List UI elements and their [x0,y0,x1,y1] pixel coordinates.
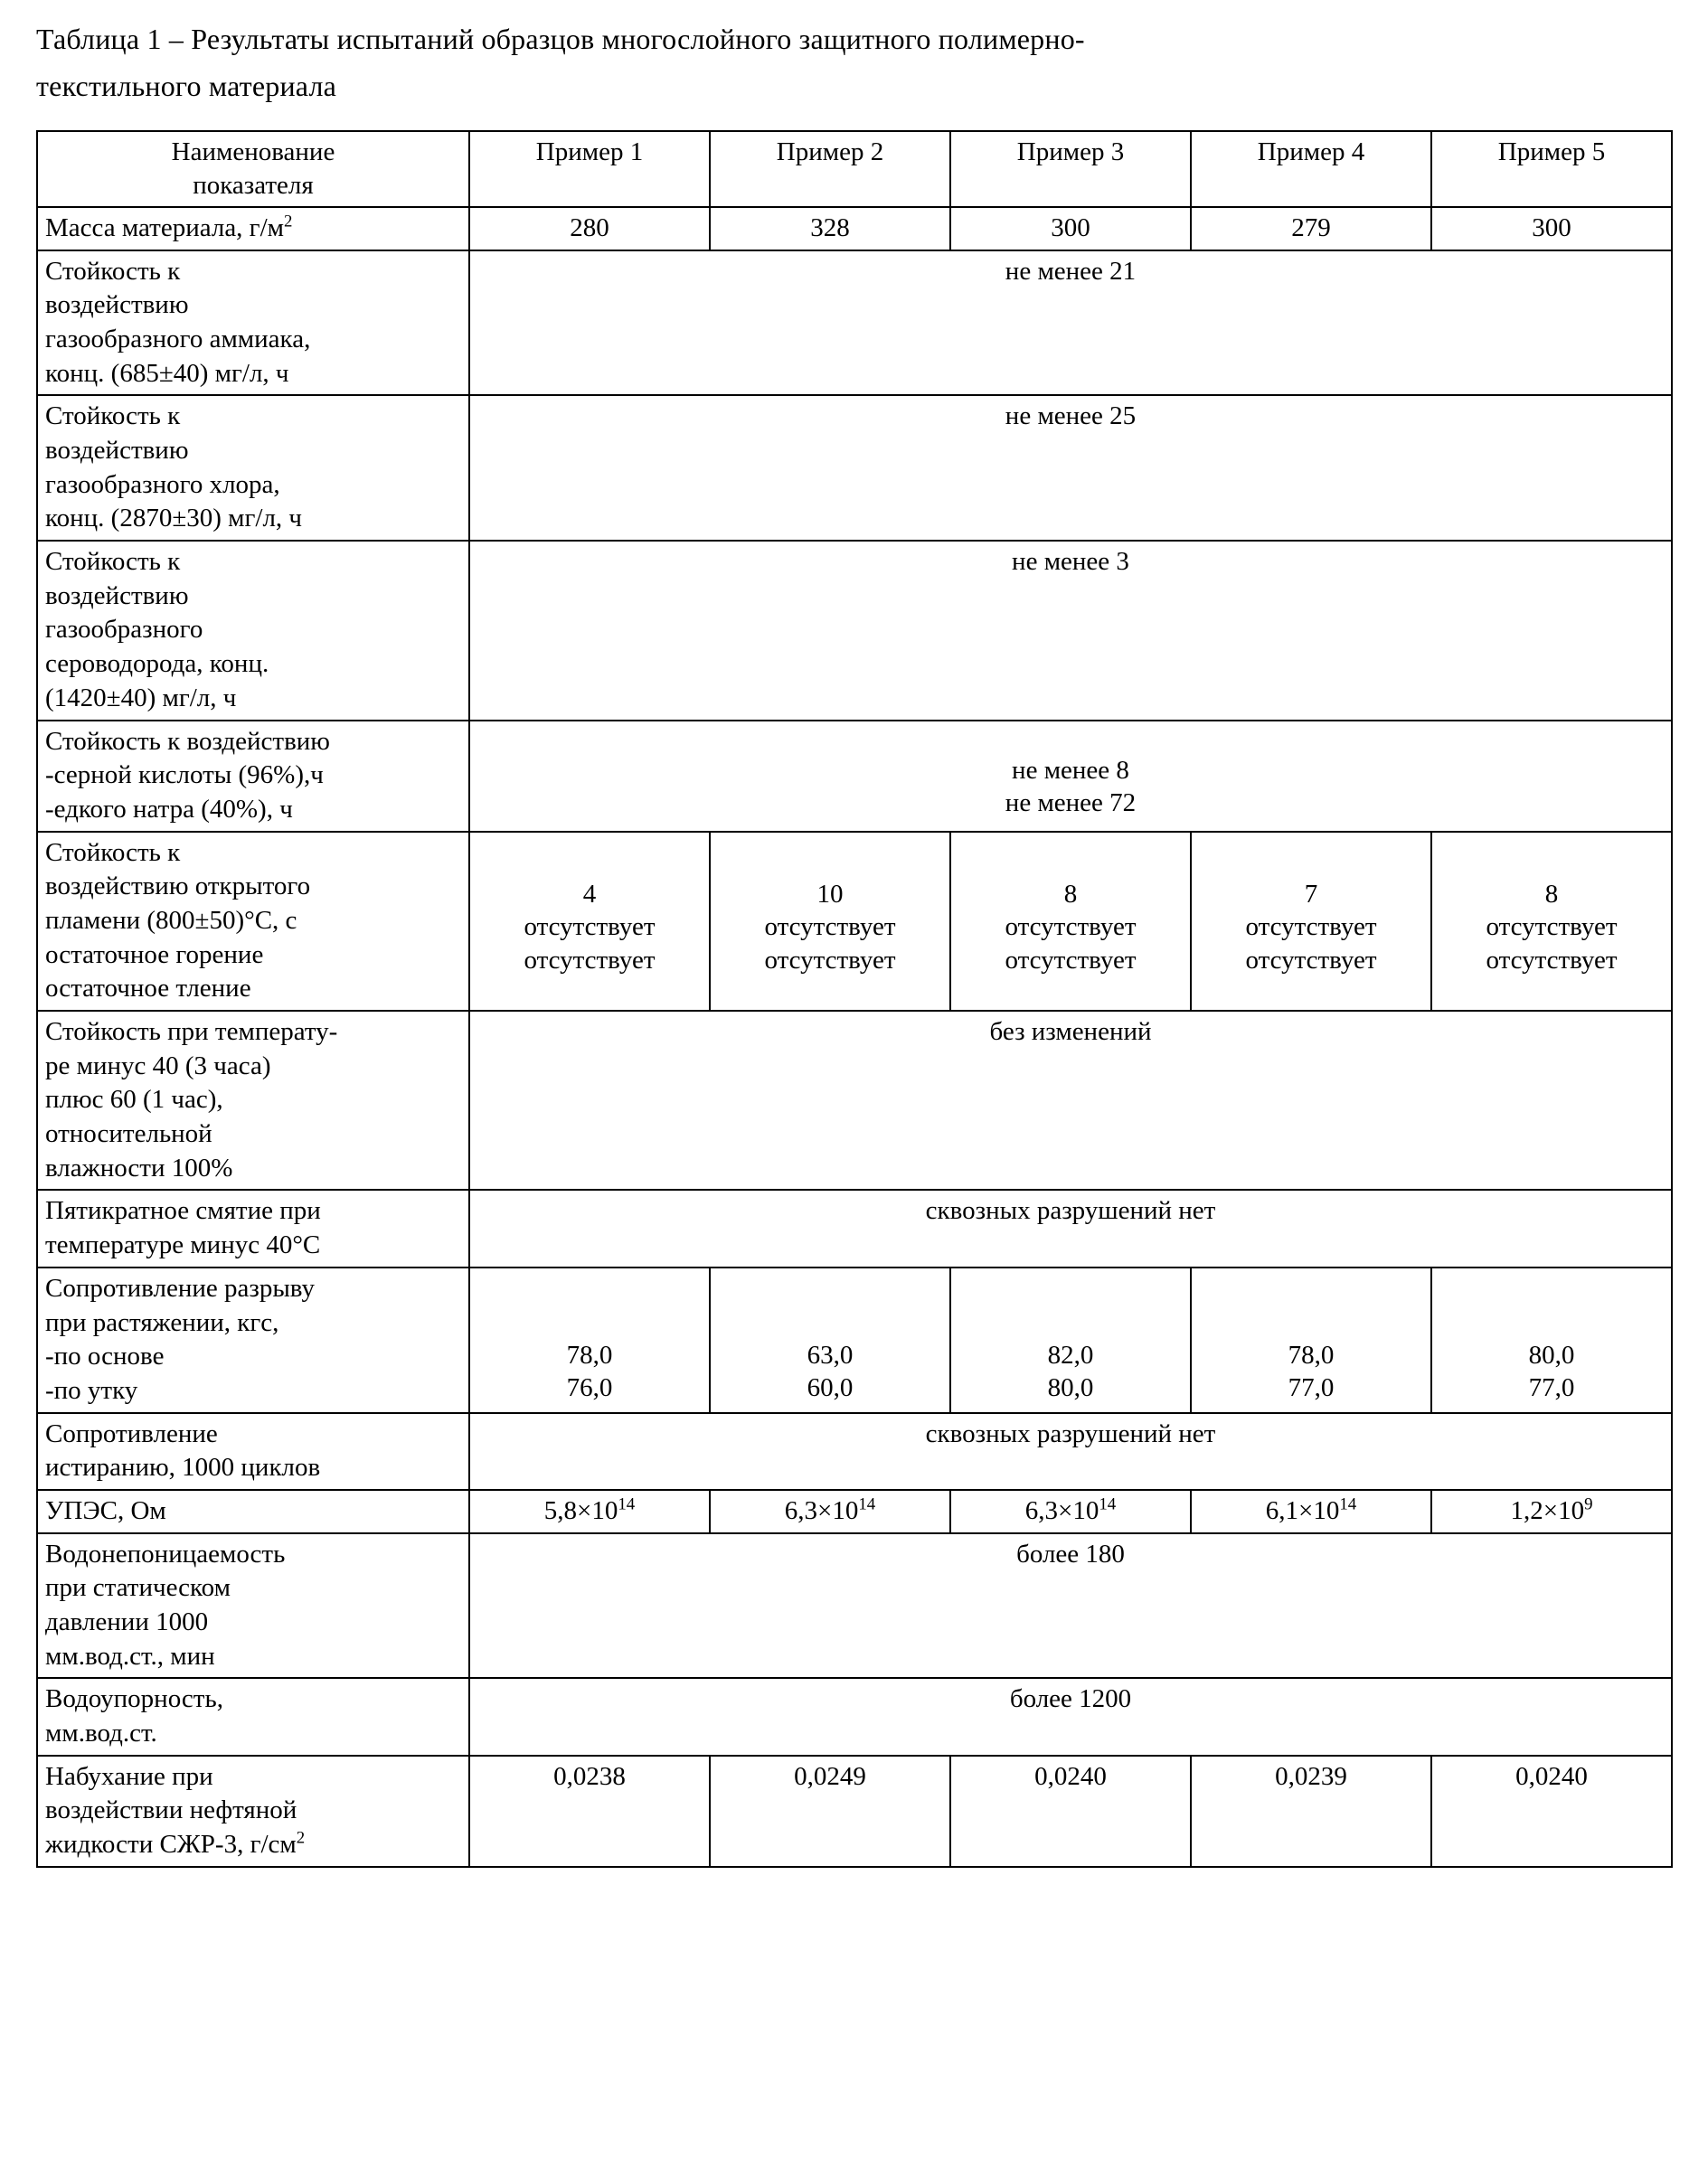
cell-value-exponent: 14 [1339,1494,1357,1514]
caption-line-2: текстильного материала [36,69,337,102]
cell-value-line: отсутствует [524,945,656,975]
row-label-line: газообразного [45,615,203,645]
cell-value [1431,832,1672,1011]
table-row [37,395,1672,541]
table-row [37,207,1672,250]
cell-value-base: 6,3×10 [784,1495,859,1525]
row-label-line: при растяжении, кгс, [45,1307,279,1337]
cell-value [1191,832,1431,1011]
cell-value: 300 [1431,207,1672,250]
row-label-water-impermeability [37,1533,469,1679]
cell-value-exponent: 14 [1099,1494,1117,1514]
row-label-line: -серной кислоты (96%),ч [45,760,324,790]
cell-value-line: отсутствует [1486,912,1618,942]
row-label-line: пламени (800±50)°С, с [45,905,297,935]
cell-value-merged: более 1200 [469,1678,1672,1755]
row-label-line: воздействию [45,580,189,610]
cell-value: 0,0240 [1431,1756,1672,1867]
row-label-line: газообразного аммиака, [45,324,311,353]
table-row [37,1533,1672,1679]
cell-value-base: 1,2×10 [1510,1495,1585,1525]
cell-value [469,1268,710,1413]
row-label-swelling [37,1756,469,1867]
row-label-line: Водонепоницаемость [45,1539,286,1569]
row-label-line: Сопротивление разрыву [45,1273,316,1303]
cell-value-line: не менее 8 [1012,755,1129,785]
row-label-abrasion [37,1413,469,1490]
cell-value-exponent: 14 [858,1494,876,1514]
cell-value: 279 [1191,207,1431,250]
cell-value-merged: без изменений [469,1011,1672,1190]
row-label-line: истиранию, 1000 циклов [45,1453,321,1483]
row-label-resistivity: УПЭС, Ом [37,1490,469,1533]
cell-value-base: 6,1×10 [1265,1495,1340,1525]
row-label-line: Стойкость к [45,401,181,431]
cell-value-merged: сквозных разрушений нет [469,1190,1672,1267]
cell-value-line: 60,0 [807,1373,854,1403]
header-cell-example-5: Пример 5 [1431,131,1672,207]
table-row [37,250,1672,396]
row-label-hydrogen-sulfide [37,541,469,720]
header-indicator-line-2: показателя [193,170,314,200]
cell-value-line: отсутствует [764,912,896,942]
row-label-line: Водоупорность, [45,1684,223,1714]
cell-value-line: отсутствует [1005,912,1137,942]
cell-value-merged: не менее 3 [469,541,1672,720]
row-label-fivefold-crush [37,1190,469,1267]
row-label-line: воздействию открытого [45,872,311,901]
cell-value-merged [469,721,1672,832]
row-label-line: конц. (2870±30) мг/л, ч [45,504,302,533]
row-label-line: Пятикратное смятие при [45,1196,321,1226]
cell-value-line: 80,0 [1047,1373,1094,1403]
cell-value-line: отсутствует [1245,945,1377,975]
row-label-water-resistance [37,1678,469,1755]
cell-value-line: 4 [582,879,597,909]
row-label-line: Стойкость к [45,256,181,286]
table-row [37,1190,1672,1267]
header-cell-example-3: Пример 3 [950,131,1191,207]
table-caption [36,16,1672,110]
row-label-line: температуре минус 40°С [45,1230,321,1260]
cell-value-base: 6,3×10 [1024,1495,1099,1525]
row-label-mass [37,207,469,250]
row-label-line: Стойкость к [45,547,181,577]
cell-value [1191,1268,1431,1413]
row-label-ammonia [37,250,469,396]
row-label-line: влажности 100% [45,1153,233,1183]
cell-value [1191,1490,1431,1533]
row-label-line [45,1828,461,1862]
header-indicator-line-1: Наименование [171,137,335,166]
row-label-line: воздействию [45,290,189,320]
row-label-line: Стойкость к [45,837,181,867]
cell-value [469,1490,710,1533]
row-label-line: остаточное горение [45,939,264,969]
header-cell-example-2: Пример 2 [710,131,950,207]
cell-value-line: 8 [1063,879,1078,909]
cell-value-line: отсутствует [764,945,896,975]
cell-value: 0,0249 [710,1756,950,1867]
cell-value: 0,0239 [1191,1756,1431,1867]
cell-value-merged: более 180 [469,1533,1672,1679]
row-label-line: -едкого натра (40%), ч [45,794,293,824]
row-label-line: Сопротивление [45,1418,218,1448]
cell-value: 300 [950,207,1191,250]
cell-value-line: не менее 72 [1005,788,1137,818]
cell-value-line: 78,0 [1288,1340,1335,1370]
cell-value-line: 7 [1304,879,1318,909]
cell-value [710,1268,950,1413]
row-label-line: относительной [45,1119,212,1149]
row-label-line: -по утку [45,1375,138,1405]
table-row [37,1756,1672,1867]
row-label-line: Набухание при [45,1761,213,1791]
row-label-sup: 2 [296,1828,306,1848]
row-label-line: при статическом [45,1573,231,1603]
cell-value [469,832,710,1011]
table-row [37,832,1672,1011]
row-label-line: воздействию [45,436,189,465]
cell-value [1431,1490,1672,1533]
table-row [37,1011,1672,1190]
cell-value-line: отсутствует [524,912,656,942]
table-row [37,721,1672,832]
cell-value: 0,0238 [469,1756,710,1867]
table-row [37,1413,1672,1490]
row-label-line: Стойкость к воздействию [45,726,330,756]
row-label-open-flame [37,832,469,1011]
cell-value-base: 5,8×10 [543,1495,618,1525]
row-label-temperature-resistance [37,1011,469,1190]
cell-value-merged: не менее 25 [469,395,1672,541]
table-row [37,1490,1672,1533]
cell-value [950,1490,1191,1533]
row-label-line: газообразного хлора, [45,469,280,499]
row-label-text: жидкости СЖР-3, г/см [45,1830,297,1860]
cell-value-line: отсутствует [1486,945,1618,975]
cell-value-line: 8 [1544,879,1559,909]
cell-value-line: 82,0 [1047,1340,1094,1370]
row-label-line: Стойкость при температу- [45,1017,338,1046]
table-header-row [37,131,1672,207]
header-cell-example-1: Пример 1 [469,131,710,207]
cell-value [710,832,950,1011]
cell-value [950,832,1191,1011]
cell-value-line: 77,0 [1288,1373,1335,1403]
row-label-line: остаточное тление [45,974,251,1004]
row-label-acid-alkali [37,721,469,832]
cell-value-line: 77,0 [1528,1373,1575,1403]
row-label-line: ре минус 40 (3 часа) [45,1051,271,1080]
cell-value-line: 76,0 [566,1373,613,1403]
row-label-text: Масса материала, г/м [45,212,284,242]
cell-value [1431,1268,1672,1413]
cell-value-line: 10 [816,879,844,909]
cell-value-merged: не менее 21 [469,250,1672,396]
row-label-line: мм.вод.ст. [45,1719,157,1748]
row-label-line: плюс 60 (1 час), [45,1085,223,1115]
row-label-chlorine [37,395,469,541]
row-label-tensile-strength [37,1268,469,1413]
cell-value-exponent: 9 [1584,1494,1593,1514]
caption-line-1: Таблица 1 – Результаты испытаний образцов многослойного защитного полимерно- [36,23,1085,55]
cell-value-line: отсутствует [1245,912,1377,942]
header-cell-example-4: Пример 4 [1191,131,1431,207]
row-label-line: (1420±40) мг/л, ч [45,683,237,712]
cell-value: 280 [469,207,710,250]
cell-value-line: 63,0 [807,1340,854,1370]
cell-value-line: 80,0 [1528,1340,1575,1370]
row-label-line: воздействии нефтяной [45,1795,297,1825]
cell-value-line: 78,0 [566,1340,613,1370]
row-label-line: -по основе [45,1342,165,1371]
cell-value-merged: сквозных разрушений нет [469,1413,1672,1490]
cell-value [710,1490,950,1533]
row-label-line: конц. (685±40) мг/л, ч [45,358,289,388]
cell-value-exponent: 14 [618,1494,636,1514]
table-row [37,1678,1672,1755]
row-label-sup: 2 [284,212,293,231]
row-label-line: сероводорода, конц. [45,649,269,679]
row-label-line: давлении 1000 [45,1607,209,1636]
header-cell-indicator [37,131,469,207]
row-label-line: мм.вод.ст., мин [45,1641,215,1671]
table-row [37,541,1672,720]
results-table [36,130,1673,1868]
cell-value: 0,0240 [950,1756,1191,1867]
cell-value: 328 [710,207,950,250]
table-row [37,1268,1672,1413]
cell-value-line: отсутствует [1005,945,1137,975]
cell-value [950,1268,1191,1413]
